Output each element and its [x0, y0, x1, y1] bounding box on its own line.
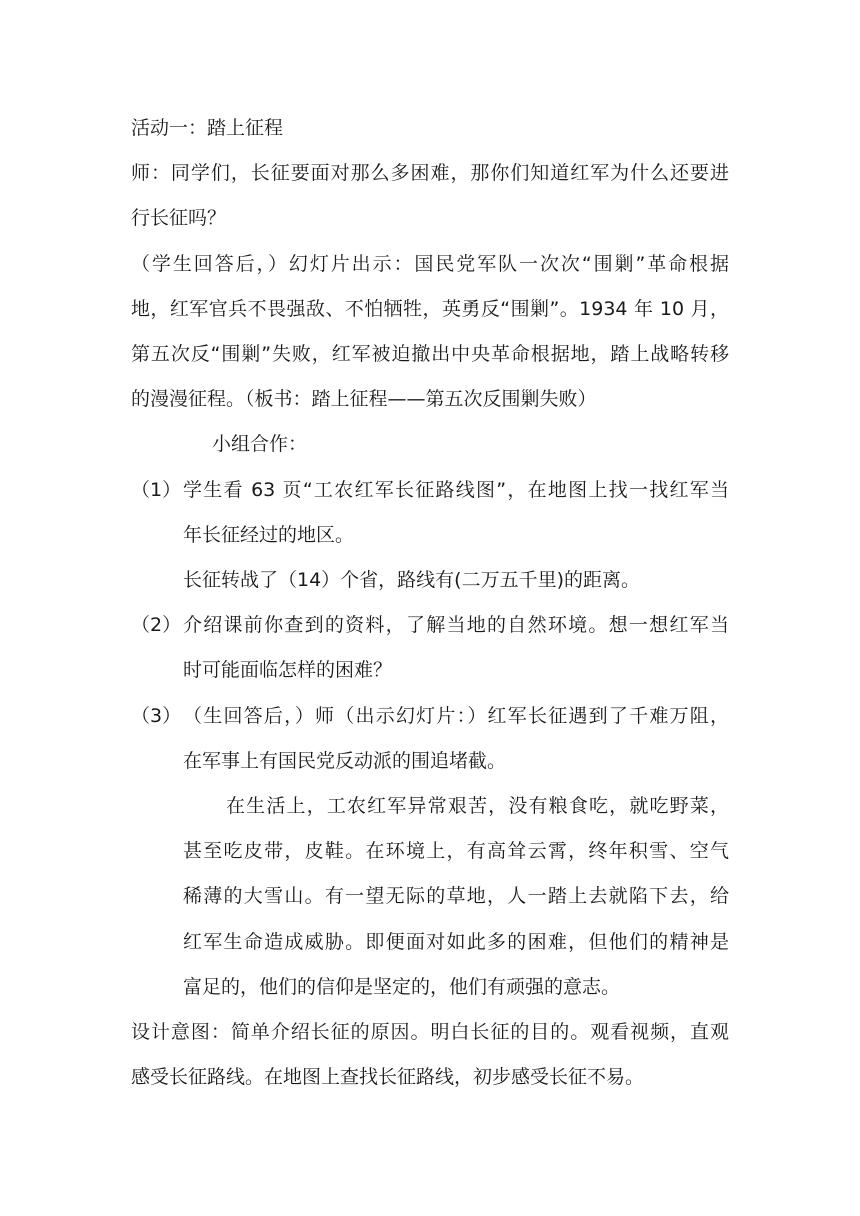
list-item-line: 年长征经过的地区。 — [183, 524, 355, 546]
paragraph-line: 地，红军官兵不畏强敌、不怕牺牲，英勇反“围剿”。1934 年 10 月， — [131, 298, 729, 320]
paragraph-line: 第五次反“围剿”失败，红军被迫撤出中央革命根据地，踏上战略转移 — [131, 343, 729, 365]
list-item-line: 时可能面临怎样的困难？ — [183, 659, 393, 681]
list-item-line: 甚至吃皮带，皮鞋。在环境上，有高耸云霄，终年积雪、空气 — [183, 840, 729, 862]
list-item-line: 介绍课前你查到的资料，了解当地的自然环境。想一想红军当 — [183, 614, 729, 636]
paragraph-line: 行长征吗？ — [131, 207, 227, 229]
paragraph-line: 师：同学们，长征要面对那么多困难，那你们知道红军为什么还要进 — [131, 162, 729, 184]
activity-heading: 活动一：踏上征程 — [131, 117, 284, 139]
paragraph-line: 的漫漫征程。（板书：踏上征程——第五次反围剿失败） — [131, 388, 597, 410]
list-marker: （2） — [131, 614, 182, 636]
list-item-line: 学生看 63 页“工农红军长征路线图”，在地图上找一找红军当 — [183, 479, 729, 501]
list-item-line: 在军事上有国民党反动派的围追堵截。 — [183, 750, 507, 772]
design-intent-line: 感受长征路线。在地图上查找长征路线，初步感受长征不易。 — [131, 1066, 645, 1088]
list-marker: （1） — [131, 479, 182, 501]
design-intent-line: 设计意图：简单介绍长征的原因。明白长征的目的。观看视频，直观 — [131, 1021, 729, 1043]
list-item-line: 红军生命造成威胁。即便面对如此多的困难，但他们的精神是 — [183, 931, 729, 953]
paragraph-line: （学生回答后，）幻灯片出示：国民党军队一次次“围剿”革命根据 — [131, 253, 729, 275]
list-item-line: 在生活上，工农红军异常艰苦，没有粮食吃，就吃野菜， — [226, 795, 729, 817]
list-marker: （3） — [131, 705, 182, 727]
list-item-line: 富足的，他们的信仰是坚定的，他们有顽强的意志。 — [183, 976, 621, 998]
list-item-line: 稀薄的大雪山。有一望无际的草地，人一踏上去就陷下去，给 — [183, 885, 729, 907]
list-item-line: （生回答后，）师（出示幻灯片：）红军长征遇到了千难万阻， — [183, 705, 729, 727]
group-work-heading: 小组合作： — [212, 433, 308, 455]
list-item-line: 长征转战了（14）个省，路线有(二万五千里)的距离。 — [183, 569, 641, 591]
